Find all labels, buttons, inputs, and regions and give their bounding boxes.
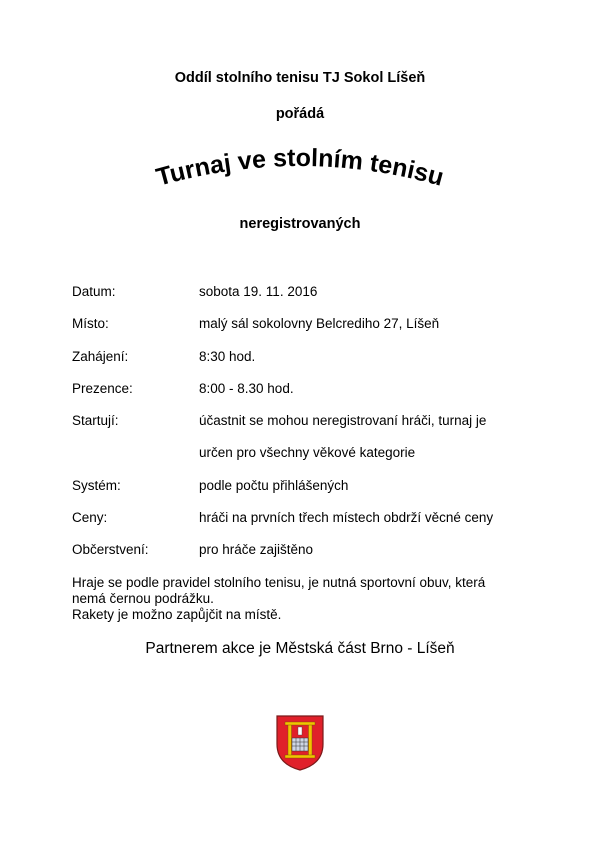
detail-label: Zahájení: <box>72 348 129 364</box>
detail-label: Občerstvení: <box>72 542 149 558</box>
subtitle: neregistrovaných <box>239 216 361 232</box>
detail-label: Systém: <box>72 477 121 493</box>
partner-text: Partnerem akce je Městská část Brno - Líšeň <box>145 640 455 657</box>
detail-value: pro hráče zajištěno <box>199 542 314 558</box>
rules-line: Rakety je možno zapůjčit na místě. <box>72 607 282 622</box>
detail-row-registration <box>72 381 542 413</box>
detail-row-system <box>72 478 542 510</box>
tournament-title-text: Turnaj ve stolním tenisu <box>153 143 447 192</box>
detail-value-continuation: určen pro všechny věkové kategorie <box>199 445 416 461</box>
detail-label: Datum: <box>72 284 116 299</box>
detail-row-participants <box>72 413 542 445</box>
detail-row-prizes <box>72 510 542 542</box>
detail-value: účastnit se mohou neregistrovaní hráči, turnaj je <box>199 413 487 429</box>
rules-line: Hraje se podle pravidel stolního tenisu, je nutná sportovní obuv, která <box>72 575 486 590</box>
detail-label: Ceny: <box>72 510 108 526</box>
detail-value: hráči na prvních třech místech obdrží věcné ceny <box>199 510 494 526</box>
details-list <box>72 284 542 575</box>
detail-value: 8:30 hod. <box>199 348 256 364</box>
detail-row-participants-continued <box>72 445 542 477</box>
detail-label: Prezence: <box>72 380 133 396</box>
rules-line: nemá černou podrážku. <box>72 591 214 606</box>
detail-value: sobota 19. 11. 2016 <box>199 284 318 299</box>
detail-value: 8:00 - 8.30 hod. <box>199 380 294 396</box>
svg-text:Turnaj ve stolním tenisu <box>153 144 446 192</box>
detail-row-start <box>72 349 542 381</box>
organizer-heading: Oddíl stolního tenisu TJ Sokol Líšeň <box>174 70 426 86</box>
rules-paragraph <box>72 575 532 623</box>
detail-row-place <box>72 316 542 348</box>
detail-row-refreshments <box>72 542 542 574</box>
detail-row-date <box>72 284 542 316</box>
detail-value: podle počtu přihlášených <box>199 477 349 493</box>
detail-value: malý sál sokolovny Belcrediho 27, Líšeň <box>199 316 440 332</box>
tournament-title <box>140 140 460 200</box>
detail-label: Startují: <box>72 413 119 429</box>
coat-of-arms-icon <box>275 714 325 772</box>
presents-text: pořádá <box>275 106 325 122</box>
detail-label: Místo: <box>72 316 109 332</box>
